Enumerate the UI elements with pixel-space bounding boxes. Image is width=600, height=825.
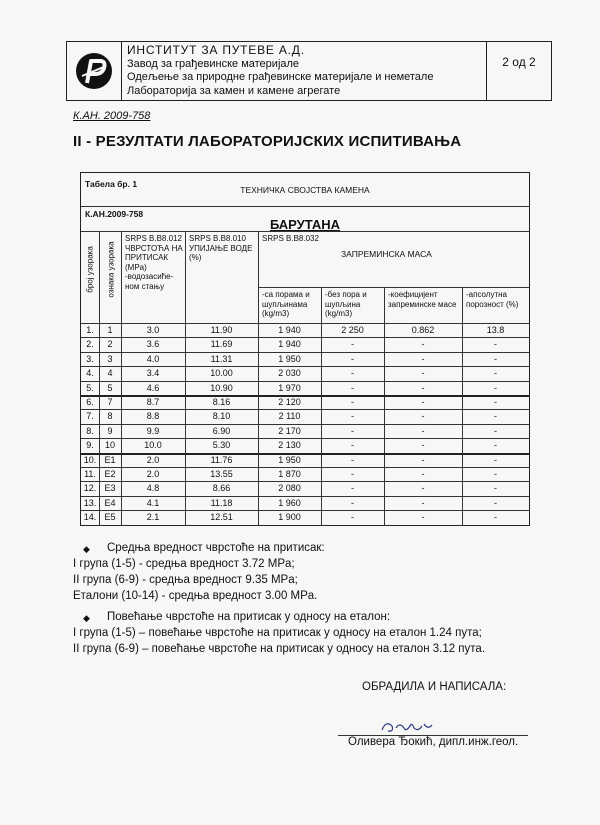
table-cell-d2: - <box>351 368 354 379</box>
table-cell-str: 2.0 <box>146 469 160 479</box>
header-line-3: Одељење за природне грађевинске материјале и неметале <box>127 71 434 83</box>
table-cell-abs: 8.10 <box>212 411 231 422</box>
table-cell-p: - <box>494 397 497 407</box>
table-cell-abs: 11.76 <box>210 454 233 465</box>
table-cell-d2: - <box>351 411 354 422</box>
col-header-no: број узорака <box>85 246 95 293</box>
row-divider <box>81 453 529 455</box>
table-cell-n: 14. <box>83 512 97 523</box>
summary1-heading: Средња вредност чврстоће на притисак: <box>107 542 325 554</box>
table-cell-mark: 8 <box>107 411 113 422</box>
row-divider <box>81 510 529 511</box>
row-divider <box>81 438 529 439</box>
table-cell-str: 3.6 <box>146 339 160 350</box>
table-cell-d2: - <box>351 397 354 407</box>
table-cell-d2: - <box>351 339 354 350</box>
table-cell-d2: - <box>351 469 354 479</box>
table-cell-p: 13.8 <box>486 325 505 335</box>
row-divider <box>81 366 529 367</box>
table-cell-str: 8.7 <box>146 397 160 407</box>
table-cell-n: 2. <box>86 339 94 350</box>
table-cell-n: 7. <box>86 411 94 422</box>
table-cell-p: - <box>494 483 497 494</box>
document-header <box>66 41 552 101</box>
table-cell-abs: 8.66 <box>212 483 231 494</box>
table-cell-abs: 12.51 <box>210 512 233 523</box>
table-kan: К.АН.2009-758 <box>85 209 144 219</box>
signature-label: ОБРАДИЛА И НАПИСАЛА: <box>362 681 507 693</box>
table-cell-k: - <box>421 397 425 407</box>
table-cell-n: 12. <box>83 483 97 494</box>
table-cell-k: - <box>421 512 425 523</box>
table-cell-d2: - <box>351 440 354 451</box>
summary1-line: Еталони (10-14) - средња вредност 3.00 MPa. <box>73 590 318 602</box>
institute-name: ИНСТИТУТ ЗА ПУТЕВЕ А.Д. <box>127 43 305 57</box>
table-cell-k: - <box>421 411 425 422</box>
table-cell-str: 4.0 <box>146 353 160 364</box>
table-cell-d1: 1 950 <box>278 454 301 465</box>
table-cell-mark: 1 <box>107 325 113 335</box>
table-cell-k: - <box>421 382 425 393</box>
table-cell-abs: 13.55 <box>210 469 233 479</box>
table-cell-d2: - <box>351 497 354 508</box>
table-cell-p: - <box>494 339 497 350</box>
table-cell-d1: 2 080 <box>278 483 301 494</box>
summary2-line: II група (6-9) – повећање чврстоће на притисак у односу на еталон 3.12 пута. <box>73 643 486 655</box>
table-cell-str: 4.1 <box>146 497 160 508</box>
summary1-line: I група (1-5) - средња вредност 3.72 MPa; <box>73 558 295 570</box>
table-cell-abs: 11.18 <box>210 497 233 508</box>
table-cell-k: 0.862 <box>411 325 435 335</box>
row-divider <box>81 481 529 482</box>
table-cell-str: 9.9 <box>146 425 160 436</box>
table-cell-mark: 3 <box>107 353 113 364</box>
table-cell-mark: 2 <box>107 339 113 350</box>
table-cell-abs: 11.31 <box>210 353 233 364</box>
table-caption: ТЕХНИЧКА СВОЈСТВА КАМЕНА <box>240 185 370 195</box>
table-cell-str: 4.6 <box>146 382 160 393</box>
row-divider <box>81 496 529 497</box>
table-cell-k: - <box>421 483 425 494</box>
sub-header-4: -апсолутна порозност (%) <box>466 290 519 309</box>
table-cell-p: - <box>494 411 497 422</box>
table-cell-mark: 9 <box>107 425 113 436</box>
table-cell-d1: 2 130 <box>278 440 301 451</box>
table-cell-str: 4.8 <box>146 483 160 494</box>
location-name: БАРУТАНА <box>269 217 341 232</box>
table-cell-abs: 8.16 <box>212 397 231 407</box>
signer-name: Оливера Ђокић, дипл.инж.геол. <box>348 736 519 748</box>
sub-header-3: -коефицијент запреминске масе <box>388 290 457 309</box>
table-cell-n: 3. <box>86 353 94 364</box>
header-texts <box>127 44 487 98</box>
table-cell-n: 13. <box>83 497 97 508</box>
table-cell-abs: 11.90 <box>210 325 233 335</box>
table-cell-k: - <box>421 469 425 479</box>
header-line-2: Завод за грађевинске материјале <box>127 57 300 70</box>
table-cell-d2: - <box>351 382 354 393</box>
table-cell-abs: 10.90 <box>210 382 233 393</box>
table-cell-n: 5. <box>86 382 94 393</box>
table-cell-n: 6. <box>86 397 94 407</box>
table-cell-p: - <box>494 440 497 451</box>
row-divider <box>81 395 529 397</box>
table-cell-d1: 1 870 <box>278 469 301 479</box>
row-divider <box>81 424 529 425</box>
table-cell-mark: 7 <box>107 397 113 407</box>
bullet-icon: ◆ <box>83 613 90 623</box>
table-cell-n: 10. <box>83 454 97 465</box>
table-cell-mark: E1 <box>104 454 116 465</box>
table-cell-n: 1. <box>86 325 94 335</box>
table-cell-k: - <box>421 440 425 451</box>
table-cell-k: - <box>421 425 425 436</box>
table-cell-k: - <box>421 497 425 508</box>
table-cell-d1: 1 940 <box>278 339 301 350</box>
table-cell-d2: - <box>351 454 354 465</box>
table-cell-n: 4. <box>86 368 94 379</box>
table-cell-abs: 6.90 <box>212 425 231 436</box>
page-number: 2 од 2 <box>486 42 551 100</box>
col-header-density: ЗАПРЕМИНСКА МАСА <box>341 249 432 259</box>
table-cell-k: - <box>421 353 425 364</box>
table-cell-d2: - <box>351 425 354 436</box>
summary2-line: I група (1-5) – повећање чврстоће на притисак у односу на еталон 1.24 пута; <box>73 627 482 639</box>
table-cell-k: - <box>421 368 425 379</box>
table-cell-d2: - <box>351 353 354 364</box>
table-cell-str: 2.0 <box>146 454 160 465</box>
table-cell-str: 3.4 <box>146 368 160 379</box>
institute-logo-icon <box>74 49 114 93</box>
sub-header-2: -без пора и шупљина (kg/m3) <box>325 290 367 318</box>
table-cell-str: 10.0 <box>144 440 162 451</box>
table-cell-d1: 1 940 <box>278 325 301 335</box>
table-cell-d1: 2 170 <box>278 425 301 436</box>
table-cell-p: - <box>494 353 497 364</box>
table-cell-d1: 2 110 <box>278 411 301 422</box>
table-cell-abs: 5.30 <box>212 440 231 451</box>
row-divider <box>81 352 529 353</box>
col-header-strength: SRPS B.B8.012 ЧВРСТОЋА НА ПРИТИСАК (MPa) -водозасиће-ном стању <box>125 234 183 291</box>
col-header-density-std: SRPS B.B8.032 <box>262 234 319 243</box>
row-divider <box>81 409 529 410</box>
table-cell-p: - <box>494 382 497 393</box>
table-cell-n: 8. <box>86 425 94 436</box>
sub-header-1: -са порама и шупљинама (kg/m3) <box>262 290 310 318</box>
bullet-icon: ◆ <box>83 544 90 554</box>
table-cell-d1: 1 950 <box>278 353 301 364</box>
table-cell-p: - <box>494 454 497 465</box>
table-cell-d1: 1 970 <box>278 382 301 393</box>
table-cell-mark: E2 <box>104 469 116 479</box>
table-cell-n: 9. <box>86 440 94 451</box>
table-cell-mark: 5 <box>107 382 113 393</box>
table-cell-d2: 2 250 <box>341 325 364 335</box>
table-cell-abs: 10.00 <box>210 368 233 379</box>
table-cell-p: - <box>494 368 497 379</box>
col-header-absorption: SRPS B.B8.010 УПИЈАЊЕ ВОДЕ (%) <box>189 234 253 262</box>
table-cell-p: - <box>494 425 497 436</box>
table-cell-str: 2.1 <box>146 512 160 523</box>
results-table <box>80 172 530 526</box>
kan-reference: К.АН. 2009-758 <box>73 110 151 122</box>
table-cell-mark: E3 <box>104 483 116 494</box>
table-cell-p: - <box>494 469 497 479</box>
section-title: II - РЕЗУЛТАТИ ЛАБОРАТОРИЈСКИХ ИСПИТИВАЊА <box>73 133 462 150</box>
table-cell-d1: 2 030 <box>278 368 301 379</box>
table-cell-p: - <box>494 512 497 523</box>
divider <box>81 231 529 232</box>
table-cell-str: 8.8 <box>146 411 160 422</box>
table-cell-d1: 1 960 <box>278 497 301 508</box>
divider <box>81 206 529 207</box>
table-cell-d2: - <box>351 483 354 494</box>
row-divider <box>81 467 529 468</box>
table-label: Табела бр. 1 <box>85 179 138 189</box>
summary2-heading: Повећање чврстоће на притисак у односу на еталон: <box>107 611 391 623</box>
table-cell-mark: 10 <box>104 440 115 451</box>
table-cell-mark: E4 <box>104 497 116 508</box>
logo-cell <box>67 42 122 100</box>
table-cell-k: - <box>421 454 425 465</box>
table-cell-abs: 11.69 <box>210 339 233 350</box>
table-cell-mark: 4 <box>107 368 113 379</box>
summary1-line: II група (6-9) - средња вредност 9.35 MPa; <box>73 574 298 586</box>
table-cell-p: - <box>494 497 497 508</box>
row-divider <box>81 337 529 338</box>
row-divider <box>81 381 529 382</box>
header-line-4: Лабораторија за камен и камене агрегате <box>127 84 341 97</box>
table-cell-k: - <box>421 339 425 350</box>
table-cell-str: 3.0 <box>146 325 160 335</box>
col-header-mark: ознака узорака <box>106 241 116 298</box>
divider <box>258 287 529 288</box>
table-cell-n: 11. <box>84 469 96 479</box>
table-cell-d1: 1 900 <box>278 512 301 523</box>
table-cell-d2: - <box>351 512 354 523</box>
table-cell-mark: E5 <box>104 512 116 523</box>
table-cell-d1: 2 120 <box>278 397 301 407</box>
